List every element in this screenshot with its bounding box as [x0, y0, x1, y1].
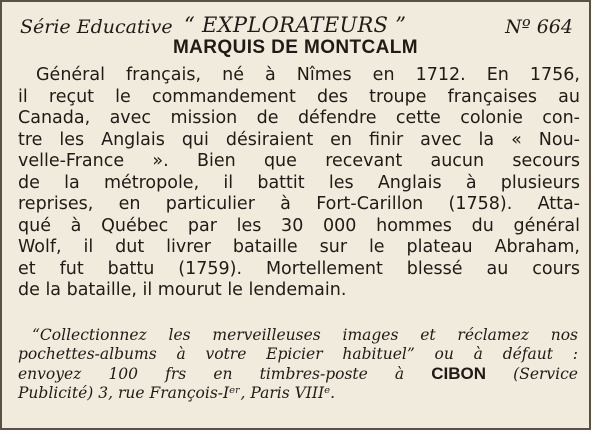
promo-text [18, 326, 578, 403]
promo-line: pochettes-albums à votre Epicier habituel” ou à défaut : [18, 345, 578, 363]
body-line: Canada, avec mission de défendre cette colonie con- [18, 108, 580, 128]
brand-name: CIBON [431, 364, 487, 383]
biography-text [18, 65, 580, 302]
body-line: Général français, né à Nîmes en 1712. En 1756, [36, 65, 580, 85]
card-number: Nº 664 [505, 16, 573, 38]
series-label: Série Educative [20, 16, 173, 38]
body-line: de la bataille, il mourut le lendemain. [18, 280, 347, 300]
promo-line-end: (Service [513, 365, 578, 383]
body-line: il reçut le commandement des troupe françaises au [18, 86, 580, 107]
body-line: reprises, en particulier à Fort-Carillon (1758). Atta- [18, 194, 580, 214]
body-line: velle-France ». Bien que recevant aucun secours [18, 151, 580, 171]
card-title: MARQUIS DE MONTCALM [172, 37, 419, 58]
body-line: de la métropole, il battit les Anglais à plusieurs [18, 172, 580, 193]
body-line: et fut battu (1759). Mortellement blessé au cours [18, 258, 580, 279]
promo-line [18, 364, 578, 384]
promo-line: Publicité) 3, rue François-Iᵉʳ, Paris VIIIᵉ. [18, 384, 336, 402]
promo-line-start: envoyez 100 frs en timbres-poste à [18, 365, 405, 383]
promo-line: “Collectionnez les merveilleuses images et réclamez nos [32, 326, 578, 344]
body-line: qué à Québec par les 30 000 hommes du général [18, 215, 580, 236]
series-name: “ EXPLORATEURS ” [184, 13, 407, 37]
body-line: Wolf, il dut livrer bataille sur le plateau Abraham, [18, 237, 580, 257]
card-header [16, 8, 573, 38]
body-line: tre les Anglais qui désiraient en finir avec la « Nou- [18, 129, 580, 150]
